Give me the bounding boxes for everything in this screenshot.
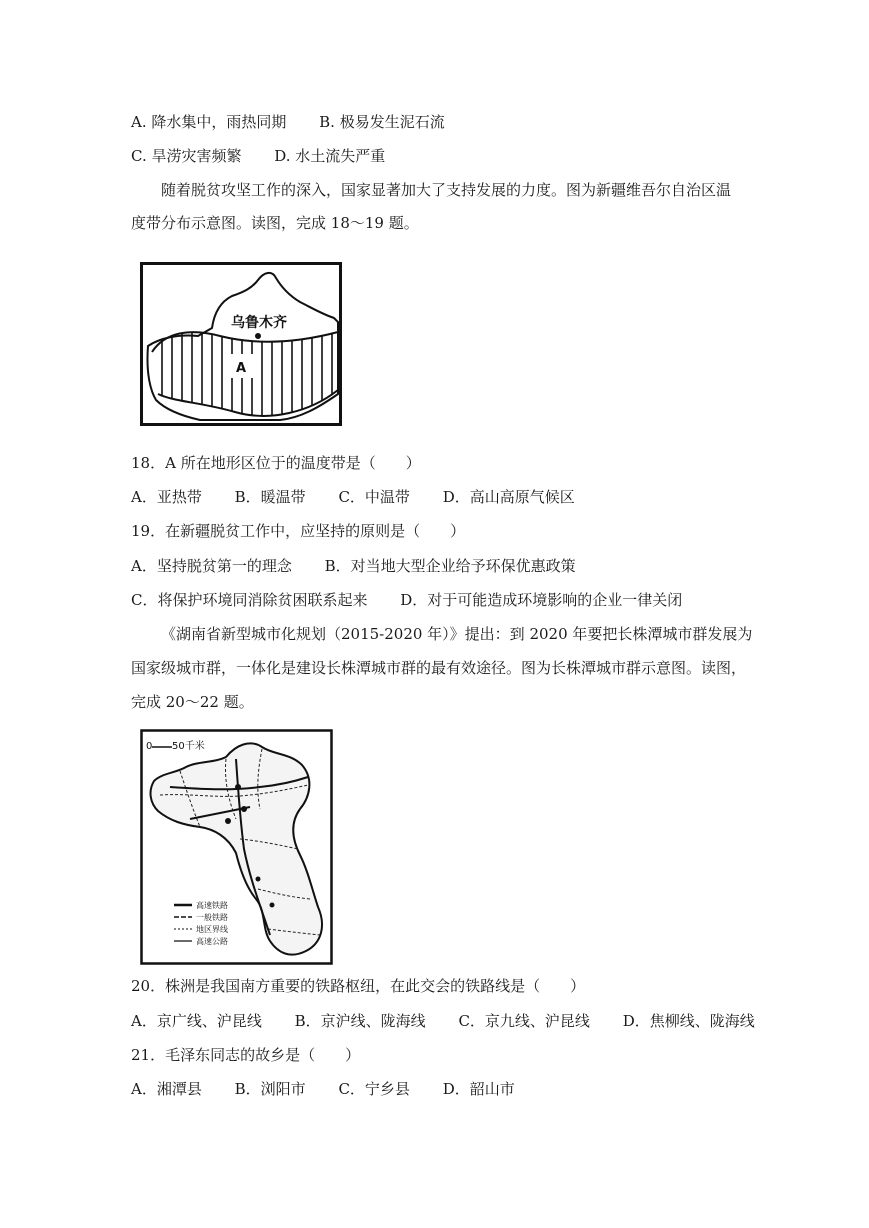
q19-option-b: B．对当地大型企业给予环保优惠政策 <box>324 557 576 575</box>
q17-option-a: A. 降水集中，雨热同期 <box>131 113 287 131</box>
q17-option-d: D. 水土流失严重 <box>274 147 386 165</box>
q18-option-a: A．亚热带 <box>131 488 202 506</box>
q18-option-b: B．暖温带 <box>234 488 306 506</box>
passage1-line1: 随着脱贫攻坚工作的深入，国家显著加大了支持发展的力度。图为新疆维吾尔自治区温 <box>161 181 732 199</box>
q17-options-row2 <box>131 145 385 167</box>
legend-item-3: 高速公路 <box>196 937 228 946</box>
q18-option-c: C．中温带 <box>338 488 410 506</box>
passage2-line3: 完成 20～22 题。 <box>131 693 254 711</box>
q18-options <box>131 486 575 508</box>
q19-option-a: A．坚持脱贫第一的理念 <box>131 557 292 575</box>
q21-option-b: B．浏阳市 <box>234 1080 306 1098</box>
q21-options <box>131 1078 515 1100</box>
passage2-line1: 《湖南省新型城市化规划（2015-2020 年）》提出：到 2020 年要把长株潭城市群发展为 <box>161 625 753 643</box>
q20-option-d: D．焦柳线、陇海线 <box>622 1012 755 1030</box>
urumqi-label: 乌鲁木齐 <box>231 315 287 331</box>
xinjiang-temperature-map <box>140 262 342 426</box>
q19-stem: 19．在新疆脱贫工作中，应坚持的原则是（ ） <box>131 522 466 540</box>
q19-options-row2 <box>131 589 682 611</box>
q19-option-d: D．对于可能造成环境影响的企业一律关闭 <box>400 591 683 609</box>
q19-option-c: C．将保护环境同消除贫困联系起来 <box>131 591 368 609</box>
q21-option-a: A．湘潭县 <box>131 1080 202 1098</box>
q20-options <box>131 1010 755 1032</box>
q17-option-b: B. 极易发生泥石流 <box>319 113 445 131</box>
q17-options-row1 <box>131 111 445 133</box>
scale-zero: 0 <box>146 741 153 752</box>
legend-item-0: 高速铁路 <box>196 901 228 910</box>
q18-stem: 18．A 所在地形区位于的温度带是（ ） <box>131 454 421 472</box>
q18-option-d: D．高山高原气候区 <box>442 488 575 506</box>
q19-options-row1 <box>131 555 576 577</box>
q20-stem: 20．株洲是我国南方重要的铁路枢纽，在此交会的铁路线是（ ） <box>131 977 586 995</box>
q21-option-c: C．宁乡县 <box>338 1080 410 1098</box>
q20-option-a: A．京广线、沪昆线 <box>131 1012 262 1030</box>
changzhutan-map <box>140 729 333 965</box>
q21-option-d: D．韶山市 <box>442 1080 515 1098</box>
q20-option-b: B．京沪线、陇海线 <box>294 1012 426 1030</box>
legend-item-2: 地区界线 <box>196 925 228 934</box>
scale-label: 50千米 <box>172 741 205 752</box>
q21-stem: 21．毛泽东同志的故乡是（ ） <box>131 1046 361 1064</box>
passage2-line2: 国家级城市群，一体化是建设长株潭城市群的最有效途径。图为长株潭城市群示意图。读图， <box>131 659 747 677</box>
passage1-line2: 度带分布示意图。读图，完成 18～19 题。 <box>131 214 419 232</box>
urumqi-marker <box>255 333 261 339</box>
legend-item-1: 一般铁路 <box>196 913 228 922</box>
q20-option-c: C．京九线、沪昆线 <box>458 1012 590 1030</box>
region-a-label: A <box>235 361 247 376</box>
q17-option-c: C. 旱涝灾害频繁 <box>131 147 242 165</box>
